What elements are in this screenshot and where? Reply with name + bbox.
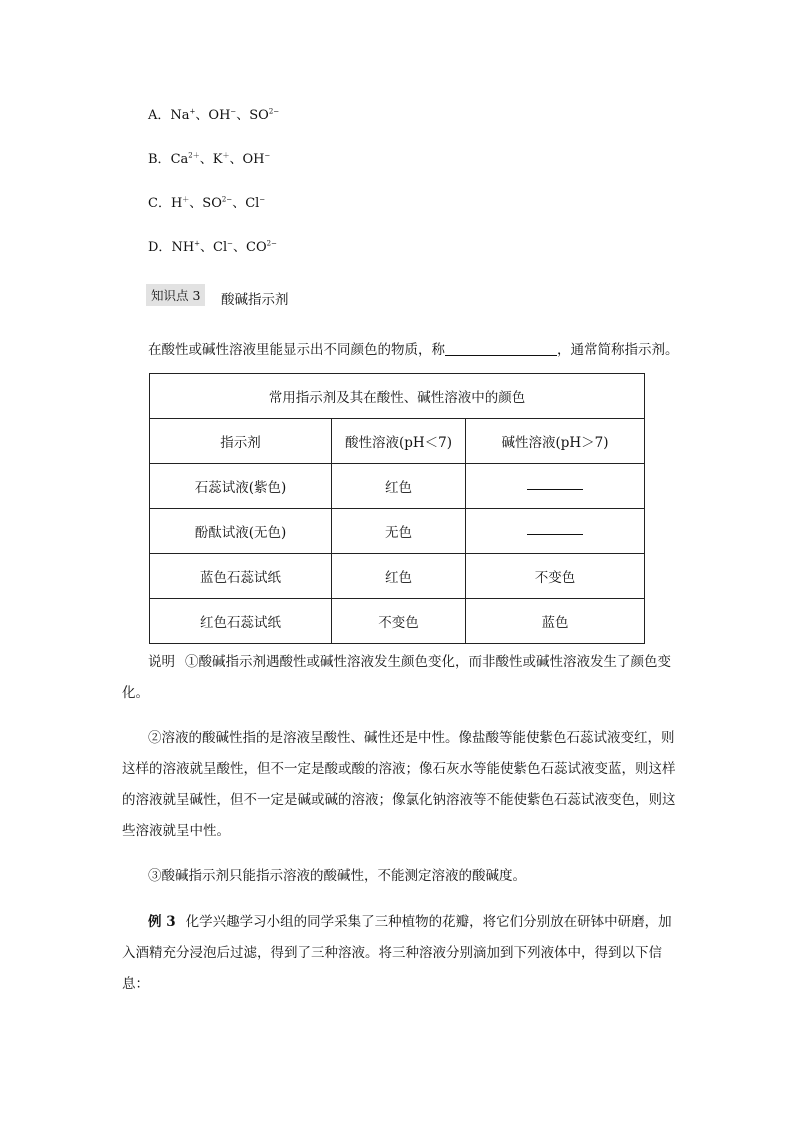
table-cell: 石蕊试液(紫色) xyxy=(150,464,332,509)
answer-blank xyxy=(527,479,583,490)
table-cell: 红色石蕊试纸 xyxy=(150,599,332,644)
note-label: 说明 xyxy=(148,654,175,670)
table-header: 酸性溶液(pH＜7) xyxy=(332,419,466,464)
table-cell: 无色 xyxy=(332,509,466,554)
knowledge-point-title: 酸碱指示剂 xyxy=(221,292,289,308)
knowledge-point-tag: 知识点 3 xyxy=(146,284,205,306)
table-cell: 不变色 xyxy=(466,554,645,599)
table-cell: 不变色 xyxy=(332,599,466,644)
option-label: C． xyxy=(148,196,171,211)
table-header: 碱性溶液(pH＞7) xyxy=(466,419,645,464)
option-label: B． xyxy=(148,152,171,167)
note-3: ③酸碱指示剂只能指示溶液的酸碱性，不能测定溶液的酸碱度。 xyxy=(148,868,526,884)
indicator-table xyxy=(149,373,645,644)
table-cell: 红色 xyxy=(332,464,466,509)
table-cell xyxy=(466,464,645,509)
example-3: 例 3 化学兴趣学习小组的同学采集了三种植物的花瓣，将它们分别放在研钵中研磨，加入酒精充分浸泡后过滤，得到了三种溶液。将三种溶液分别滴加到下列液体中，得到以下信息： xyxy=(122,914,672,992)
example-label: 例 3 xyxy=(148,914,176,930)
answer-blank xyxy=(445,343,557,356)
option-d: D．NH+、Cl−、$CO^{2-}$ xyxy=(148,239,277,255)
table-header: 指示剂 xyxy=(150,419,332,464)
intro-sentence: 在酸性或碱性溶液里能显示出不同颜色的物质，称 ，通常简称指示剂。 xyxy=(148,342,679,358)
table-cell: 蓝色 xyxy=(466,599,645,644)
table-row xyxy=(150,509,645,554)
table-cell: 红色 xyxy=(332,554,466,599)
option-a: A．Na+、OH−、$SO^{2-}$ xyxy=(148,107,280,123)
table-row xyxy=(150,554,645,599)
table-row xyxy=(150,599,645,644)
note-2: ②溶液的酸碱性指的是溶液呈酸性、碱性还是中性。像盐酸等能使紫色石蕊试液变红，则这样的溶液就呈酸性，但不一定是酸或酸的溶液；像石灰水等能使紫色石蕊试液变蓝，则这样的溶液就呈碱性，但不一定是碱或碱的溶液；像氯化钠溶液等不能使紫色石蕊试液变色，则这些溶液就呈中性。 xyxy=(122,730,676,839)
table-header-row xyxy=(150,419,645,464)
table-title: 常用指示剂及其在酸性、碱性溶液中的颜色 xyxy=(150,374,645,419)
table-cell: 蓝色石蕊试纸 xyxy=(150,554,332,599)
table-cell: 酚酞试液(无色) xyxy=(150,509,332,554)
option-label: D． xyxy=(148,240,172,255)
option-b: B．$Ca^{2+}$、K＋、OH− xyxy=(148,151,271,167)
table-row xyxy=(150,464,645,509)
table-cell xyxy=(466,509,645,554)
option-c: C．H＋、$SO^{2-}$、Cl− xyxy=(148,195,266,211)
answer-blank xyxy=(527,524,583,535)
option-label: A． xyxy=(148,108,171,123)
note-1: 说明 ①酸碱指示剂遇酸性或碱性溶液发生颜色变化，而非酸性或碱性溶液发生了颜色变化。 xyxy=(122,654,671,701)
